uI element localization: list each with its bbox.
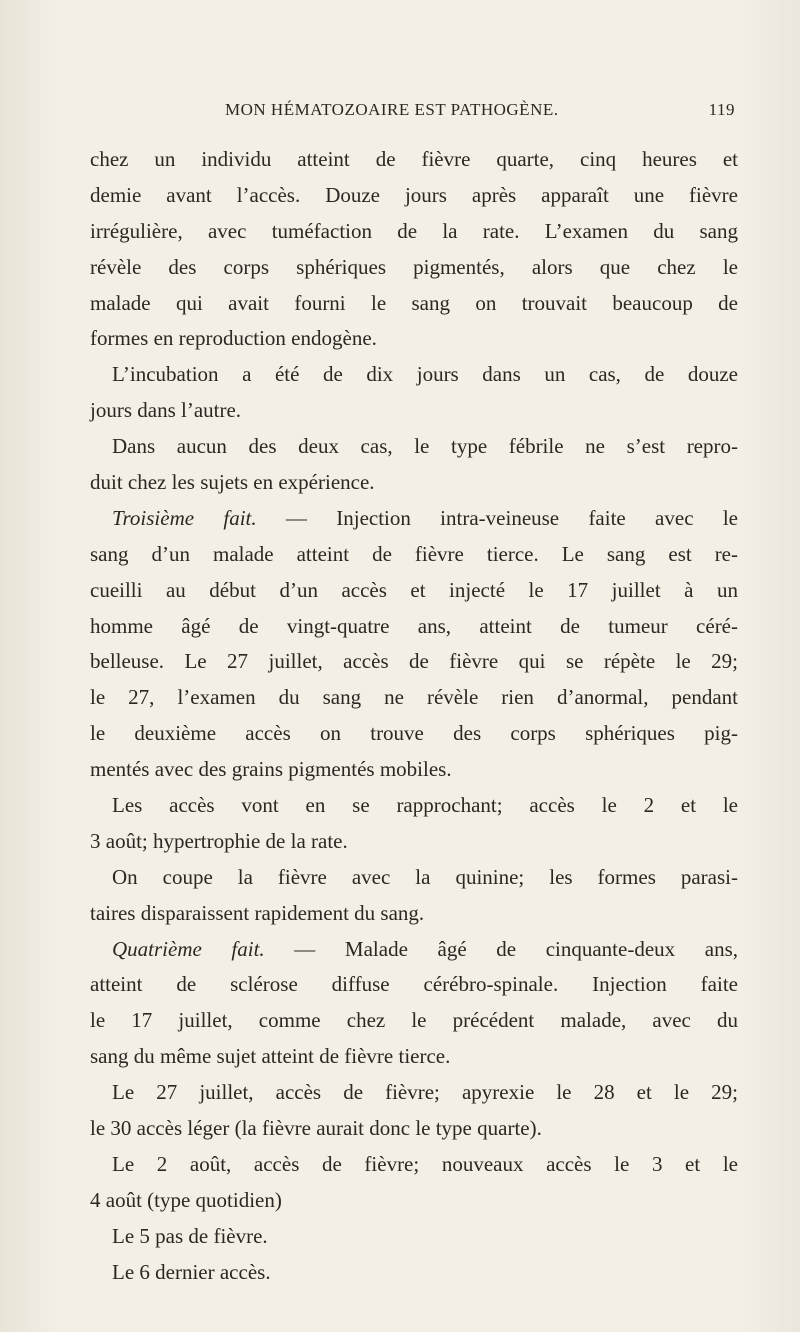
- text-line: On coupe la fièvre avec la quinine; les formes parasi-: [112, 864, 738, 889]
- text-line: 3 août; hypertrophie de la rate.: [90, 828, 348, 853]
- text-line: le 30 accès léger (la fièvre aurait donc le type quarte).: [90, 1116, 542, 1141]
- text-line: taires disparaissent rapidement du sang.: [90, 900, 425, 925]
- page-number: 119: [708, 100, 735, 119]
- text-line: Quatrième fait. — Malade âgé de cinquante-deux ans,: [112, 936, 738, 961]
- text-line: sang d’un malade atteint de fièvre tierce. Le sang est re-: [90, 541, 738, 566]
- text-line: mentés avec des grains pigmentés mobiles.: [90, 757, 452, 782]
- text-line: Le 27 juillet, accès de fièvre; apyrexie le 28 et le 29;: [112, 1080, 738, 1105]
- text-line: irrégulière, avec tuméfaction de la rate. L’examen du sang: [90, 218, 738, 243]
- text-line: le deuxième accès on trouve des corps sphériques pig-: [90, 721, 738, 746]
- text-line: Les accès vont en se rapprochant; accès le 2 et le: [112, 793, 738, 818]
- running-title: MON HÉMATOZOAIRE EST PATHOGÈNE.: [225, 100, 559, 119]
- text-line: le 27, l’examen du sang ne révèle rien d’anormal, pendant: [90, 685, 738, 710]
- text-line: jours dans l’autre.: [90, 398, 242, 423]
- text-line: homme âgé de vingt-quatre ans, atteint de tumeur céré-: [90, 613, 738, 638]
- text-line: formes en reproduction endogène.: [90, 326, 377, 351]
- text-line: sang du même sujet atteint de fièvre tierce.: [90, 1044, 451, 1069]
- text-line: duit chez les sujets en expérience.: [90, 470, 375, 495]
- text-line: demie avant l’accès. Douze jours après apparaît une fièvre: [90, 182, 738, 207]
- text-line: atteint de sclérose diffuse cérébro-spinale. Injection faite: [90, 972, 738, 997]
- text-line: Troisième fait. — Injection intra-veineuse faite avec le: [112, 505, 738, 530]
- text-line: Le 5 pas de fièvre.: [112, 1223, 268, 1248]
- text-line: Dans aucun des deux cas, le type fébrile ne s’est repro-: [112, 434, 738, 459]
- case-heading: Quatrième fait.: [112, 936, 265, 961]
- case-heading: Troisième fait.: [112, 505, 257, 530]
- running-header: [225, 100, 735, 128]
- text-line: belleuse. Le 27 juillet, accès de fièvre qui se répète le 29;: [90, 649, 738, 674]
- body-text: [90, 142, 738, 1291]
- text-line: malade qui avait fourni le sang on trouvait beaucoup de: [90, 290, 738, 315]
- text-line: révèle des corps sphériques pigmentés, alors que chez le: [90, 254, 738, 279]
- text-line: le 17 juillet, comme chez le précédent malade, avec du: [90, 1008, 738, 1033]
- text-line: 4 août (type quotidien): [90, 1187, 282, 1212]
- text-line: Le 2 août, accès de fièvre; nouveaux accès le 3 et le: [112, 1151, 738, 1176]
- text-line: chez un individu atteint de fièvre quarte, cinq heures et: [90, 147, 738, 171]
- text-line: Le 6 dernier accès.: [112, 1259, 271, 1284]
- text-line: L’incubation a été de dix jours dans un cas, de douze: [112, 362, 738, 387]
- text-line: cueilli au début d’un accès et injecté le 17 juillet à un: [90, 577, 738, 602]
